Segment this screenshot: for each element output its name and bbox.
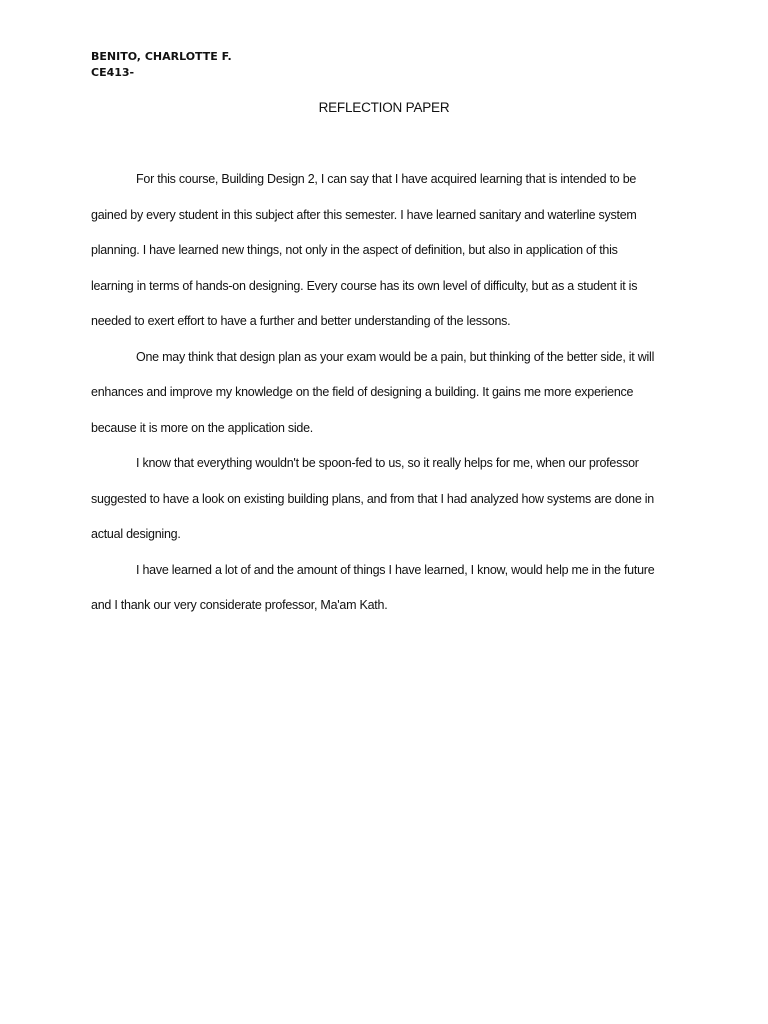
paragraph-2-line-1: One may think that design plan as your exam would be a pain, but thinking of the better side, it will: [136, 349, 655, 364]
document-body: [91, 168, 691, 630]
document-title: REFLECTION PAPER: [318, 100, 450, 115]
paragraph-2-line-3: because it is more on the application side.: [91, 420, 314, 435]
paragraph-1-line-4: learning in terms of hands-on designing. Every course has its own level of difficulty, but as a student it is: [91, 278, 638, 293]
paragraph-3-line-3: actual designing.: [91, 527, 181, 541]
paragraph-1-line-2: gained by every student in this subject after this semester. I have learned sanitary and waterline system: [91, 207, 637, 222]
paragraph-4-line-1: I have learned a lot of and the amount of things I have learned, I know, would help me in the future: [136, 562, 655, 577]
paragraph-2-line-2: enhances and improve my knowledge on the field of designing a building. It gains me more experience: [91, 385, 634, 399]
paragraph-4-line-2: and I thank our very considerate professor, Ma'am Kath.: [91, 598, 388, 612]
paragraph-1-line-3: planning. I have learned new things, not only in the aspect of definition, but also in application of this: [91, 243, 618, 257]
paragraph-1-line-5: needed to exert effort to have a further and better understanding of the lessons.: [91, 314, 511, 328]
paragraph-3-line-2: suggested to have a look on existing building plans, and from that I had analyzed how systems are done in: [91, 491, 655, 506]
paragraph-3-line-1: I know that everything wouldn't be spoon-fed to us, so it really helps for me, when our professor: [136, 456, 639, 470]
paragraph-1-line-1: For this course, Building Design 2, I can say that I have acquired learning that is intended to be: [136, 172, 637, 186]
course-code: CE413-: [91, 66, 135, 79]
author-name: BENITO, CHARLOTTE F.: [91, 50, 232, 63]
author-header: [91, 49, 232, 81]
